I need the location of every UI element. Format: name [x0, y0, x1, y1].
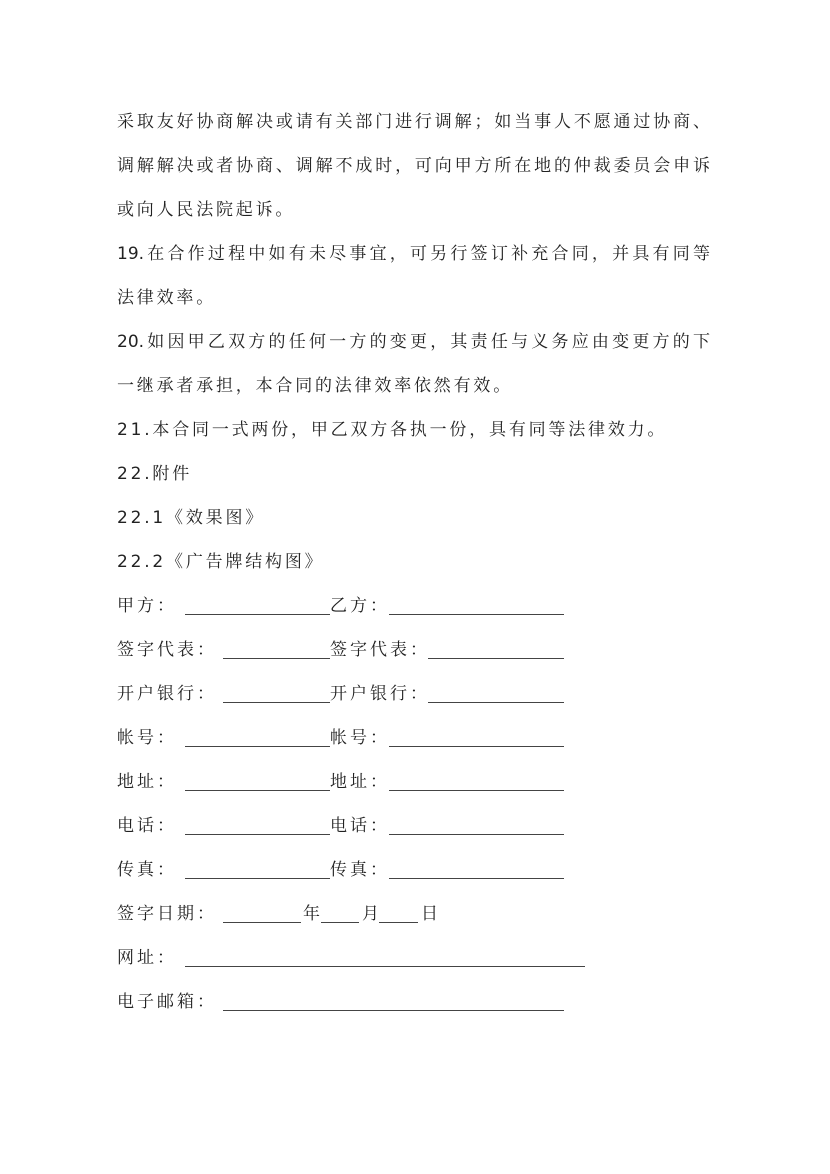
clause-22: 22.附件 [117, 464, 193, 484]
account-b-label: 帐号： [330, 728, 390, 748]
form-row-fax [117, 848, 597, 892]
bank-b-label: 开户银行： [330, 684, 430, 704]
year-field[interactable] [223, 922, 301, 923]
fax-b-field[interactable] [389, 878, 564, 879]
address-b-label: 地址： [330, 772, 390, 792]
month-label: 月 [362, 904, 382, 924]
phone-b-label: 电话： [330, 816, 390, 836]
fax-a-field[interactable] [185, 878, 330, 879]
form-row-account [117, 716, 597, 760]
paragraph-line: 一继承者承担，本合同的法律效率依然有效。 [117, 376, 513, 396]
form-row-representative [117, 628, 597, 672]
form-row-email [117, 980, 597, 1024]
form-row-website [117, 936, 597, 980]
account-a-label: 帐号： [117, 728, 177, 748]
bank-b-field[interactable] [428, 702, 564, 703]
year-label: 年 [303, 904, 323, 924]
form-row-address [117, 760, 597, 804]
form-row-party [117, 584, 597, 628]
form-row-date [117, 892, 597, 936]
account-b-field[interactable] [389, 746, 564, 747]
clause-21: 21.本合同一式两份，甲乙双方各执一份，具有同等法律效力。 [117, 420, 668, 440]
clause-20: 20.如因甲乙双方的任何一方的变更，其责任与义务应由变更方的下 [117, 332, 710, 352]
account-a-field[interactable] [185, 746, 330, 747]
address-b-field[interactable] [389, 790, 564, 791]
rep-b-label: 签字代表： [330, 640, 430, 660]
party-a-field[interactable] [185, 614, 330, 615]
paragraph-line: 或向人民法院起诉。 [117, 200, 296, 220]
paragraph-line: 调解解决或者协商、调解不成时，可向甲方所在地的仲裁委员会申诉 [117, 156, 710, 176]
website-label: 网址： [117, 948, 177, 968]
phone-b-field[interactable] [389, 834, 564, 835]
attachment-22-2: 22.2《广告牌结构图》 [117, 552, 325, 572]
party-b-field[interactable] [389, 614, 564, 615]
phone-a-field[interactable] [185, 834, 330, 835]
address-a-label: 地址： [117, 772, 177, 792]
bank-a-label: 开户银行： [117, 684, 217, 704]
address-a-field[interactable] [185, 790, 330, 791]
party-b-label: 乙方： [330, 596, 390, 616]
date-label: 签字日期： [117, 904, 217, 924]
email-field[interactable] [223, 1010, 564, 1011]
bank-a-field[interactable] [223, 702, 330, 703]
month-field[interactable] [321, 922, 359, 923]
email-label: 电子邮箱： [117, 992, 217, 1012]
website-field[interactable] [185, 966, 585, 967]
form-row-phone [117, 804, 597, 848]
fax-b-label: 传真： [330, 860, 390, 880]
phone-a-label: 电话： [117, 816, 177, 836]
paragraph-line: 法律效率。 [117, 288, 216, 308]
rep-a-label: 签字代表： [117, 640, 217, 660]
paragraph-line: 采取友好协商解决或请有关部门进行调解；如当事人不愿通过协商、 [117, 112, 710, 132]
party-a-label: 甲方： [117, 596, 177, 616]
attachment-22-1: 22.1《效果图》 [117, 508, 266, 528]
rep-a-field[interactable] [223, 658, 330, 659]
day-label: 日 [421, 904, 441, 924]
rep-b-field[interactable] [428, 658, 564, 659]
day-field[interactable] [379, 922, 418, 923]
form-row-bank [117, 672, 597, 716]
fax-a-label: 传真： [117, 860, 177, 880]
clause-19: 19.在合作过程中如有未尽事宜，可另行签订补充合同，并具有同等 [117, 244, 710, 264]
